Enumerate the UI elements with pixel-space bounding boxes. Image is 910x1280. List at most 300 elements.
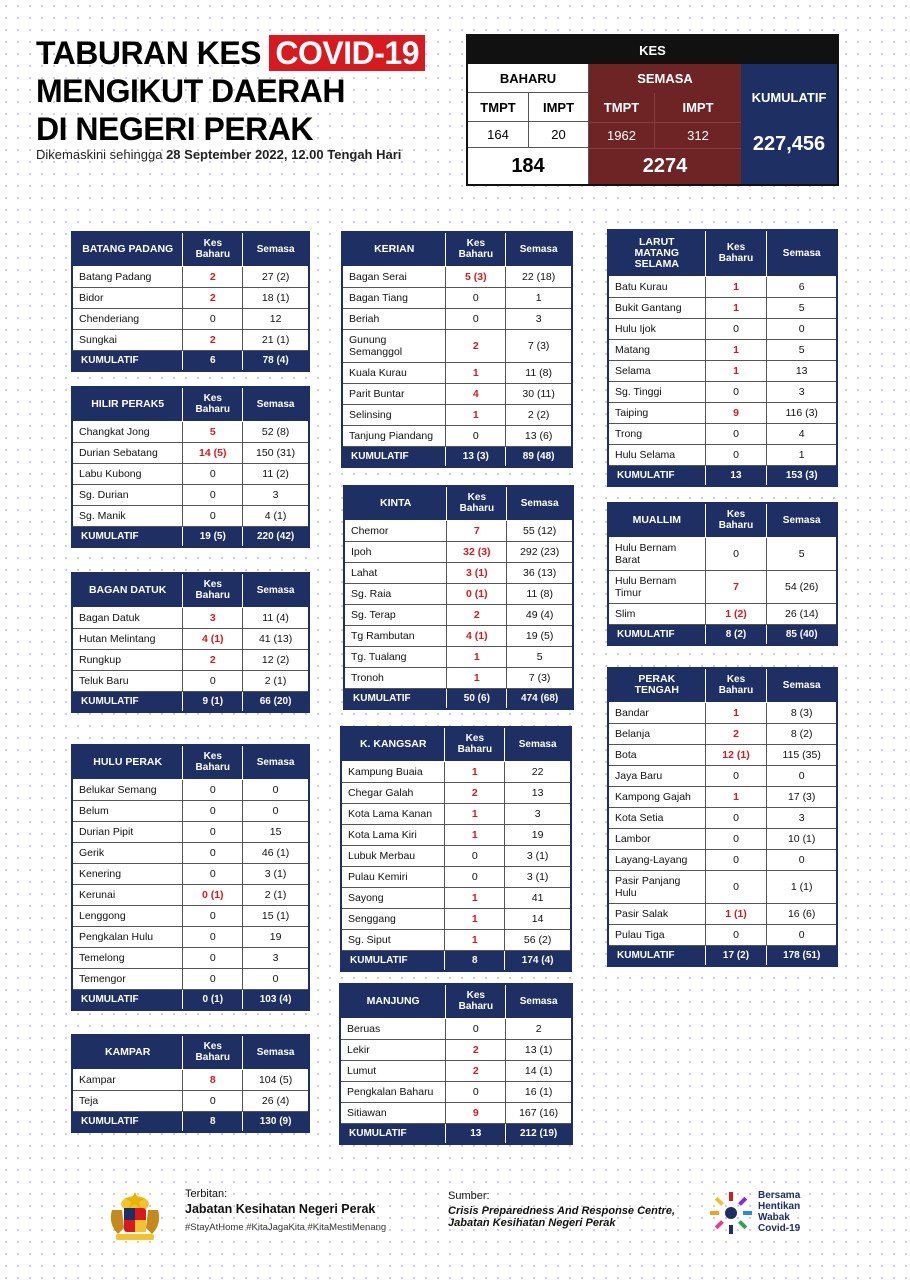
kes-baharu-value: 0: [183, 863, 243, 884]
semasa-value: 7 (3): [507, 667, 573, 688]
semasa-value: 22 (18): [506, 266, 572, 287]
hashtags: #StayAtHome #KitaJagaKita #KitaMestiMenang: [185, 1222, 387, 1233]
table-row: [340, 1081, 572, 1102]
kes-baharu-header: Kes Baharu: [705, 503, 767, 537]
kes-baharu-value: 0: [446, 287, 506, 308]
kes-baharu-value: 1: [445, 761, 505, 782]
kes-baharu-value: 2: [446, 1039, 506, 1060]
area-name: Sitiawan: [340, 1102, 446, 1123]
semasa-value: 0: [243, 800, 309, 821]
semasa-value: 21 (1): [243, 329, 309, 350]
kes-baharu-value: 0: [705, 870, 767, 903]
kumulatif-row: [608, 465, 837, 486]
kes-baharu-header: Kes Baharu: [183, 573, 243, 607]
area-name: Beriah: [342, 308, 446, 329]
table-row: [608, 723, 837, 744]
table-row: [608, 318, 837, 339]
area-name: Sg. Durian: [72, 484, 183, 505]
area-name: Changkat Jong: [72, 421, 183, 442]
table-row: [341, 761, 571, 782]
semasa-value: 10 (1): [767, 828, 837, 849]
kumulatif-semasa: 78 (4): [243, 350, 309, 371]
semasa-header: Semasa: [505, 727, 571, 761]
kes-baharu-value: 1: [447, 667, 507, 688]
semasa-value: 150 (31): [243, 442, 309, 463]
table-row: [72, 266, 309, 287]
semasa-value: 26 (4): [243, 1090, 309, 1111]
kumulatif-baharu: 6: [183, 350, 243, 371]
table-row: [608, 381, 837, 402]
table-row: [608, 744, 837, 765]
kes-baharu-value: 0: [705, 807, 767, 828]
kumulatif-row: [72, 350, 309, 371]
kumulatif-row: [608, 945, 837, 966]
table-row: [608, 297, 837, 318]
kes-baharu-value: 3 (1): [447, 562, 507, 583]
area-name: Kenering: [72, 863, 183, 884]
area-name: Lekir: [340, 1039, 446, 1060]
semasa-value: 5: [767, 537, 837, 570]
kes-baharu-value: 7: [447, 520, 507, 541]
table-row: [72, 1069, 309, 1090]
kes-baharu-value: 0: [705, 423, 767, 444]
kumulatif-baharu: 19 (5): [183, 526, 243, 547]
table-row: [340, 1039, 572, 1060]
area-name: Lahat: [344, 562, 447, 583]
area-name: Jaya Baru: [608, 765, 705, 786]
kes-baharu-value: 0 (1): [447, 583, 507, 604]
kes-baharu-value: 1: [445, 908, 505, 929]
semasa-value: 3: [506, 308, 572, 329]
kes-baharu-value: 0: [705, 924, 767, 945]
district-table-bagan-datuk: [71, 572, 310, 713]
table-row: [340, 1060, 572, 1081]
kes-baharu-value: 0: [705, 318, 767, 339]
kes-baharu-value: 2: [183, 649, 243, 670]
kes-baharu-value: 0: [183, 484, 243, 505]
semasa-value: 13: [767, 360, 837, 381]
area-name: Tronoh: [344, 667, 447, 688]
table-row: [72, 308, 309, 329]
table-row: [72, 442, 309, 463]
area-name: Kampong Gajah: [608, 786, 705, 807]
kumulatif-row: [344, 688, 573, 709]
campaign-logo-icon: [708, 1190, 754, 1236]
kumulatif-baharu: 8: [183, 1111, 243, 1132]
table-row: [72, 884, 309, 905]
semasa-value: 26 (14): [767, 603, 837, 624]
kumulatif-label: KUMULATIF: [72, 350, 183, 371]
table-row: [72, 968, 309, 989]
area-name: Bagan Datuk: [72, 607, 183, 628]
kes-baharu-value: 1: [705, 276, 767, 297]
area-name: Lumut: [340, 1060, 446, 1081]
semasa-value: 15: [243, 821, 309, 842]
table-row: [608, 924, 837, 945]
kumulatif-row: [608, 624, 837, 645]
semasa-value: 36 (13): [507, 562, 573, 583]
kes-baharu-header: Kes Baharu: [183, 387, 243, 421]
source: Sumber: Crisis Preparedness And Response Centre, Jabatan Kesihatan Negeri Perak: [448, 1190, 676, 1229]
kumulatif-row: [341, 950, 571, 971]
semasa-value: 115 (35): [767, 744, 837, 765]
semasa-value: 104 (5): [243, 1069, 309, 1090]
kes-baharu-value: 14 (5): [183, 442, 243, 463]
semasa-value: 16 (6): [767, 903, 837, 924]
semasa-value: 3: [243, 947, 309, 968]
kes-baharu-value: 9: [446, 1102, 506, 1123]
kumulatif-baharu: 13: [705, 465, 767, 486]
semasa-value: 27 (2): [243, 266, 309, 287]
area-name: Sungkai: [72, 329, 183, 350]
table-row: [340, 1018, 572, 1039]
updated-timestamp: Dikemaskini sehingga 28 September 2022, 12.00 Tengah Hari: [36, 147, 402, 162]
area-name: Bidor: [72, 287, 183, 308]
semasa-header: Semasa: [767, 668, 837, 702]
district-name: PERAK TENGAH: [608, 668, 705, 702]
district-name: MUALLIM: [608, 503, 705, 537]
semasa-value: 2: [506, 1018, 572, 1039]
covid-highlight: COVID-19: [269, 35, 425, 71]
semasa-value: 3: [767, 381, 837, 402]
table-row: [608, 339, 837, 360]
table-row: [72, 905, 309, 926]
area-name: Pasir Salak: [608, 903, 705, 924]
table-row: [342, 287, 572, 308]
summary-box: [466, 34, 839, 186]
semasa-header: Semasa: [507, 486, 573, 520]
table-row: [72, 842, 309, 863]
kumulatif-row: [72, 691, 309, 712]
table-row: [72, 947, 309, 968]
kes-baharu-value: 2: [447, 604, 507, 625]
kes-baharu-value: 0: [183, 779, 243, 800]
area-name: Parit Buntar: [342, 383, 446, 404]
area-name: Durian Pipit: [72, 821, 183, 842]
kes-baharu-header: Kes Baharu: [183, 1035, 243, 1069]
kes-baharu-value: 0: [705, 765, 767, 786]
summary-semasa-impt-label: IMPT: [655, 93, 741, 122]
semasa-value: 16 (1): [506, 1081, 572, 1102]
semasa-value: 0: [767, 765, 837, 786]
semasa-value: 2 (1): [243, 670, 309, 691]
kes-baharu-value: 0: [183, 926, 243, 947]
district-name: MANJUNG: [340, 984, 446, 1018]
kumulatif-row: [72, 1111, 309, 1132]
kes-baharu-value: 0: [183, 800, 243, 821]
kes-baharu-value: 32 (3): [447, 541, 507, 562]
area-name: Tg. Tualang: [344, 646, 447, 667]
area-name: Hulu Bernam Timur: [608, 570, 705, 603]
kes-baharu-value: 1: [445, 887, 505, 908]
summary-kumulatif: KUMULATIF 227,456: [741, 64, 837, 184]
area-name: Belukar Semang: [72, 779, 183, 800]
kes-baharu-value: 0: [183, 463, 243, 484]
area-name: Hulu Bernam Barat: [608, 537, 705, 570]
area-name: Gunung Semanggol: [342, 329, 446, 362]
district-table-manjung: [339, 983, 573, 1145]
kes-baharu-value: 1: [445, 803, 505, 824]
kes-baharu-value: 2: [705, 723, 767, 744]
summary-kumulatif-total: 227,456: [752, 133, 826, 155]
table-row: [344, 520, 573, 541]
area-name: Beruas: [340, 1018, 446, 1039]
area-name: Pulau Tiga: [608, 924, 705, 945]
area-name: Hulu Selama: [608, 444, 705, 465]
footer: [0, 1180, 910, 1250]
district-name: K. KANGSAR: [341, 727, 445, 761]
semasa-value: 0: [767, 318, 837, 339]
table-row: [342, 425, 572, 446]
kes-baharu-value: 0: [183, 821, 243, 842]
district-table-batang-padang: [71, 231, 310, 372]
semasa-value: 0: [767, 849, 837, 870]
area-name: Selinsing: [342, 404, 446, 425]
area-name: Kota Lama Kanan: [341, 803, 445, 824]
kes-baharu-value: 4 (1): [183, 628, 243, 649]
kes-baharu-value: 1: [705, 360, 767, 381]
district-name: KINTA: [344, 486, 447, 520]
semasa-value: 167 (16): [506, 1102, 572, 1123]
kes-baharu-value: 0: [705, 381, 767, 402]
kes-baharu-value: 1: [445, 929, 505, 950]
table-row: [72, 421, 309, 442]
area-name: Pengkalan Baharu: [340, 1081, 446, 1102]
area-name: Batu Kurau: [608, 276, 705, 297]
kumulatif-semasa: 474 (68): [507, 688, 573, 709]
semasa-value: 1: [767, 444, 837, 465]
semasa-value: 14 (1): [506, 1060, 572, 1081]
table-row: [608, 786, 837, 807]
district-table-larut: [607, 229, 838, 487]
semasa-value: 3 (1): [243, 863, 309, 884]
kes-baharu-header: Kes Baharu: [705, 668, 767, 702]
summary-baharu-tmpt-label: TMPT: [468, 93, 529, 122]
summary-semasa-tmpt-label: TMPT: [589, 93, 655, 122]
area-name: Taiping: [608, 402, 705, 423]
kumulatif-baharu: 9 (1): [183, 691, 243, 712]
semasa-value: 0: [243, 968, 309, 989]
district-table-hilir-perak: [71, 386, 310, 548]
kumulatif-baharu: 50 (6): [447, 688, 507, 709]
table-row: [608, 870, 837, 903]
semasa-header: Semasa: [767, 503, 837, 537]
table-row: [72, 1090, 309, 1111]
district-name: LARUT MATANG SELAMA: [608, 230, 705, 276]
semasa-value: 116 (3): [767, 402, 837, 423]
semasa-value: 46 (1): [243, 842, 309, 863]
table-row: [341, 908, 571, 929]
table-row: [72, 463, 309, 484]
table-row: [344, 583, 573, 604]
kumulatif-semasa: 174 (4): [505, 950, 571, 971]
semasa-value: 5: [767, 339, 837, 360]
area-name: Sg. Tinggi: [608, 381, 705, 402]
area-name: Temelong: [72, 947, 183, 968]
semasa-value: 56 (2): [505, 929, 571, 950]
table-row: [344, 604, 573, 625]
semasa-value: 3: [767, 807, 837, 828]
kes-baharu-value: 12 (1): [705, 744, 767, 765]
area-name: Lambor: [608, 828, 705, 849]
semasa-value: 19: [505, 824, 571, 845]
district-table-muallim: [607, 502, 838, 646]
semasa-header: Semasa: [243, 573, 309, 607]
table-row: [341, 803, 571, 824]
kes-baharu-value: 4 (1): [447, 625, 507, 646]
semasa-value: 13: [505, 782, 571, 803]
district-name: KAMPAR: [72, 1035, 183, 1069]
kumulatif-semasa: 66 (20): [243, 691, 309, 712]
kes-baharu-value: 1: [446, 404, 506, 425]
kumulatif-label: KUMULATIF: [72, 526, 183, 547]
kes-baharu-header: Kes Baharu: [183, 745, 243, 779]
area-name: Chegar Galah: [341, 782, 445, 803]
kes-baharu-value: 2: [446, 329, 506, 362]
table-row: [340, 1102, 572, 1123]
semasa-header: Semasa: [243, 1035, 309, 1069]
table-row: [72, 484, 309, 505]
kumulatif-baharu: 13: [446, 1123, 506, 1144]
table-row: [342, 308, 572, 329]
area-name: Senggang: [341, 908, 445, 929]
kumulatif-row: [342, 446, 572, 467]
semasa-value: 0: [243, 779, 309, 800]
semasa-value: 19 (5): [507, 625, 573, 646]
summary-baharu-impt-label: IMPT: [529, 93, 589, 122]
campaign-text: Bersama Hentikan Wabak Covid-19: [758, 1190, 801, 1234]
table-row: [341, 887, 571, 908]
table-row: [608, 276, 837, 297]
table-row: [608, 570, 837, 603]
kes-baharu-value: 5 (3): [446, 266, 506, 287]
table-row: [72, 800, 309, 821]
semasa-value: 11 (8): [507, 583, 573, 604]
table-row: [72, 863, 309, 884]
kes-baharu-value: 1 (2): [705, 603, 767, 624]
area-name: Tanjung Piandang: [342, 425, 446, 446]
area-name: Rungkup: [72, 649, 183, 670]
area-name: Layang-Layang: [608, 849, 705, 870]
kes-baharu-value: 1: [705, 702, 767, 723]
table-row: [341, 782, 571, 803]
area-name: Kampung Buaia: [341, 761, 445, 782]
area-name: Durian Sebatang: [72, 442, 183, 463]
table-row: [608, 402, 837, 423]
kumulatif-baharu: 0 (1): [183, 989, 243, 1010]
kes-baharu-value: 0: [705, 537, 767, 570]
kes-baharu-header: Kes Baharu: [446, 984, 506, 1018]
table-row: [342, 362, 572, 383]
district-table-hulu-perak: [71, 744, 310, 1011]
semasa-value: 3: [505, 803, 571, 824]
kes-baharu-header: Kes Baharu: [445, 727, 505, 761]
area-name: Labu Kubong: [72, 463, 183, 484]
semasa-value: 41 (13): [243, 628, 309, 649]
semasa-value: 19: [243, 926, 309, 947]
area-name: Chenderiang: [72, 308, 183, 329]
kes-baharu-value: 5: [183, 421, 243, 442]
area-name: Kerunai: [72, 884, 183, 905]
district-name: HULU PERAK: [72, 745, 183, 779]
area-name: Bagan Tiang: [342, 287, 446, 308]
table-row: [341, 824, 571, 845]
semasa-value: 12 (2): [243, 649, 309, 670]
semasa-value: 55 (12): [507, 520, 573, 541]
district-table-k-kangsar: [340, 726, 572, 972]
kes-baharu-value: 8: [183, 1069, 243, 1090]
area-name: Ipoh: [344, 541, 447, 562]
semasa-value: 292 (23): [507, 541, 573, 562]
area-name: Sg. Manik: [72, 505, 183, 526]
kumulatif-label: KUMULATIF: [72, 691, 183, 712]
area-name: Kota Setia: [608, 807, 705, 828]
semasa-value: 22: [505, 761, 571, 782]
kes-baharu-value: 4: [446, 383, 506, 404]
table-row: [72, 926, 309, 947]
summary-semasa-tmpt-value: 1962: [589, 122, 655, 148]
table-row: [72, 779, 309, 800]
kumulatif-baharu: 8: [445, 950, 505, 971]
kumulatif-label: KUMULATIF: [341, 950, 445, 971]
table-row: [608, 360, 837, 381]
semasa-header: Semasa: [243, 387, 309, 421]
kumulatif-baharu: 17 (2): [705, 945, 767, 966]
semasa-value: 11 (8): [506, 362, 572, 383]
kes-baharu-value: 1: [447, 646, 507, 667]
semasa-value: 12: [243, 308, 309, 329]
kes-baharu-value: 0: [445, 845, 505, 866]
table-row: [72, 329, 309, 350]
district-table-kampar: [71, 1034, 310, 1133]
kes-baharu-value: 1: [445, 824, 505, 845]
semasa-value: 3: [243, 484, 309, 505]
semasa-value: 4 (1): [243, 505, 309, 526]
semasa-header: Semasa: [767, 230, 837, 276]
kumulatif-label: KUMULATIF: [72, 1111, 183, 1132]
kumulatif-semasa: 178 (51): [767, 945, 837, 966]
kes-baharu-value: 0: [445, 866, 505, 887]
kes-baharu-value: 0: [446, 425, 506, 446]
table-row: [608, 444, 837, 465]
table-row: [342, 404, 572, 425]
table-row: [341, 845, 571, 866]
kes-baharu-value: 7: [705, 570, 767, 603]
area-name: Selama: [608, 360, 705, 381]
area-name: Lenggong: [72, 905, 183, 926]
area-name: Pasir Panjang Hulu: [608, 870, 705, 903]
area-name: Sayong: [341, 887, 445, 908]
kes-baharu-value: 0: [183, 947, 243, 968]
area-name: Kampar: [72, 1069, 183, 1090]
semasa-header: Semasa: [243, 745, 309, 779]
area-name: Bagan Serai: [342, 266, 446, 287]
kumulatif-label: KUMULATIF: [72, 989, 183, 1010]
area-name: Belanja: [608, 723, 705, 744]
area-name: Sg. Terap: [344, 604, 447, 625]
kumulatif-label: KUMULATIF: [342, 446, 446, 467]
district-table-kinta: [343, 485, 574, 710]
page-title: TABURAN KES COVID-19 MENGIKUT DAERAH DI NEGERI PERAK: [36, 34, 425, 148]
area-name: Batang Padang: [72, 266, 183, 287]
table-row: [608, 702, 837, 723]
kumulatif-semasa: 220 (42): [243, 526, 309, 547]
semasa-value: 13 (1): [506, 1039, 572, 1060]
area-name: Kota Lama Kiri: [341, 824, 445, 845]
kes-baharu-value: 0: [446, 1081, 506, 1102]
table-row: [344, 646, 573, 667]
district-table-kerian: [341, 231, 573, 468]
